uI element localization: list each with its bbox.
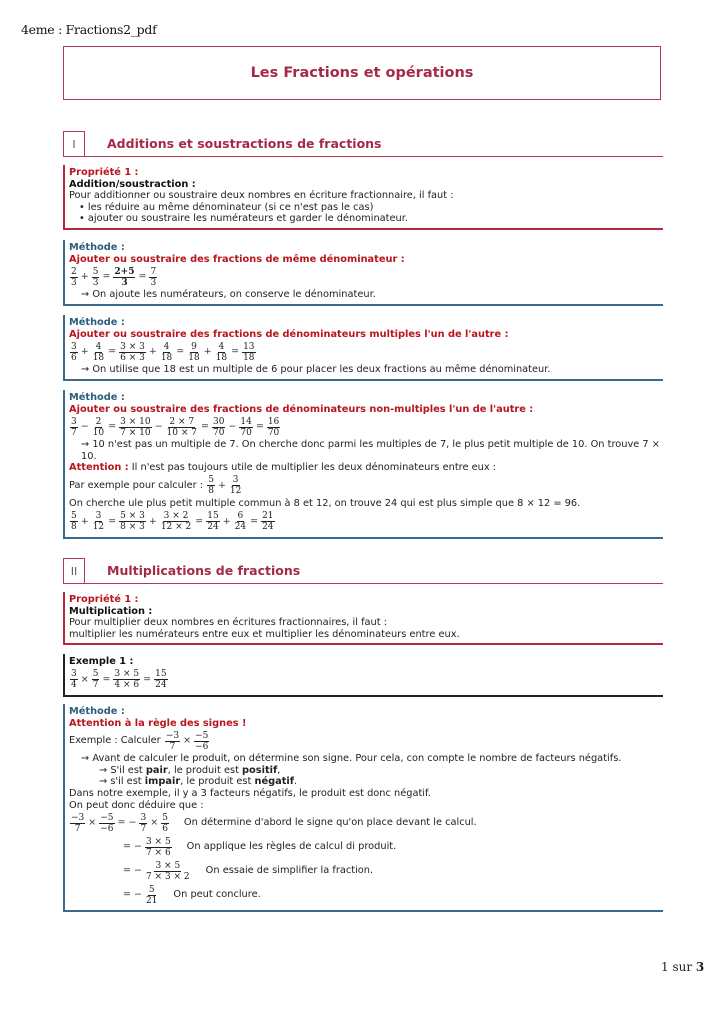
math-operator: = (250, 515, 259, 527)
title-box (63, 46, 661, 100)
math-operator: + (80, 271, 89, 283)
method-title: Ajouter ou soustraire des fractions de dénominateurs non-multiples l'un de l'autre : (69, 403, 534, 415)
fraction: $\frac{5}{21}$ (145, 884, 158, 906)
fraction: $\frac{4}{18}$ (215, 341, 228, 363)
fraction: $\frac{15}{24}$ (207, 511, 219, 533)
search-text: On cherche ule plus petit multiple commun à 8 et 12, on trouve 24 qui est plus simple que 8 × 12 = 96. (69, 497, 581, 509)
section-title: Additions et soustractions de fractions (107, 136, 382, 151)
method-box-same-denominator (63, 240, 663, 306)
math-operator: − (154, 421, 163, 433)
math-operator: + (222, 515, 231, 527)
fraction: $\frac{3}{4}$ (71, 669, 77, 691)
section-header-1 (63, 131, 663, 157)
section-number: II (63, 558, 85, 584)
equation (69, 340, 663, 364)
equation (69, 510, 663, 534)
fraction: $\frac{-3}{7}$ (71, 812, 85, 834)
method-label: Méthode : (69, 242, 125, 253)
fraction: $\frac{9}{18}$ (188, 341, 200, 363)
fraction: $\frac{3}{6}$ (71, 341, 77, 363)
equation (69, 668, 663, 692)
fraction: $\frac{16}{70}$ (267, 416, 280, 438)
math-operator: = − (123, 841, 142, 853)
method-note: → On ajoute les numérateurs, on conserve le dénominateur. (81, 289, 376, 301)
method-note: → On utilise que 18 est un multiple de 6 pour placer les deux fractions au même dénominateur. (81, 364, 551, 376)
math-operator: = (108, 346, 117, 358)
fraction: $\frac{3}{7}$ (140, 812, 147, 834)
fraction: $\frac{5}{6}$ (162, 812, 168, 834)
property-intro: Pour additionner ou soustraire deux nombres en écriture fractionnaire, il faut : (69, 190, 454, 202)
property-line: multiplier les numérateurs entre eux et multiplier les dénominateurs entre eux. (69, 628, 460, 640)
math-operator: = (201, 421, 209, 433)
math-operator: = (231, 346, 240, 358)
method-note: → 10 n'est pas un multiple de 7. On cherche donc parmi les multiples de 7, le plus petit multiple de 10. On trouve 7 × 10. (81, 439, 660, 462)
method-box-sign-rule (63, 704, 663, 912)
fraction: $\frac{4}{18}$ (160, 341, 173, 363)
fraction: $\frac{3}{12}$ (229, 475, 242, 497)
fraction: $\frac{5}{3}$ (92, 266, 99, 288)
fraction: $\frac{6}{24}$ (234, 511, 247, 533)
method-box-non-multiple-denominators (63, 390, 663, 539)
rule-pair: → S'il est pair, le produit est positif, (99, 764, 281, 776)
math-operator: = (102, 271, 111, 283)
fraction: $\frac{3 \times 5}{7 \times 6}$ (145, 836, 171, 858)
fraction: $\frac{-3}{7}$ (165, 730, 180, 752)
fraction: $\frac{3}{12}$ (92, 511, 105, 533)
math-operator: − (80, 421, 89, 433)
section-title: Multiplications de fractions (107, 563, 301, 578)
fraction: $\frac{2}{3}$ (71, 266, 77, 288)
math-operator: × (80, 673, 89, 685)
math-operator: × (88, 817, 97, 829)
property-label: Propriété 1 : (69, 594, 139, 605)
fraction: $\frac{2}{10}$ (92, 416, 105, 438)
equation (69, 265, 663, 289)
math-operator: = − (123, 889, 142, 901)
math-operator: × (183, 735, 192, 747)
bullet-item: • ajouter ou soustraire les numérateurs et garder le dénominateur. (79, 213, 408, 225)
example-label: Exemple 1 : (69, 656, 134, 667)
math-operator: + (80, 515, 89, 527)
rule-impair: → s'il est impair, le produit est négatif. (99, 776, 298, 788)
property-label: Propriété 1 : (69, 167, 139, 178)
math-operator: = (138, 271, 147, 283)
example-box (63, 654, 663, 697)
page-title: Les Fractions et opérations (250, 65, 474, 81)
derivation-step: = − $\frac{3 \times 5}{7 \times 6}$ On applique les règles de calcul di produit. (123, 836, 397, 858)
fraction: $\frac{30}{70}$ (212, 416, 225, 438)
math-operator: = (102, 673, 111, 685)
fraction: $\frac{5 \times 3}{8 \times 3}$ (120, 511, 145, 533)
derivation-step: = − $\frac{5}{21}$ On peut conclure. (123, 884, 261, 906)
method-title: Ajouter ou soustraire des fractions de dénominateurs multiples l'un de l'autre : (69, 328, 509, 340)
fraction: $\frac{3 \times 3}{6 \times 3}$ (120, 341, 145, 363)
math-operator: + (217, 480, 226, 492)
math-operator: = (255, 421, 264, 433)
document-header: 4eme : Fractions2_pdf (21, 22, 157, 37)
fraction: $\frac{-5}{-6}$ (100, 812, 114, 834)
math-operator: + (203, 346, 212, 358)
fraction: $\frac{15}{24}$ (155, 669, 167, 691)
fraction: $\frac{21}{24}$ (262, 511, 274, 533)
method-label: Méthode : (69, 317, 125, 328)
property-subtitle: Addition/soustraction : (69, 178, 196, 190)
math-operator: = (176, 346, 185, 358)
math-operator: + (80, 346, 89, 358)
math-operator: = (195, 515, 204, 527)
math-operator: = − (123, 865, 142, 877)
property-line: Pour multiplier deux nombres en écritures fractionnaires, il faut : (69, 617, 388, 629)
fraction: $\frac{3}{7}$ (71, 416, 77, 438)
method-title: Ajouter ou soustraire des fractions de même dénominateur : (69, 253, 405, 265)
derivation-step: = − $\frac{3 \times 5}{7 \times 3 \times 2}$ On essaie de simplifier la fraction. (123, 860, 374, 882)
math-operator: = (108, 421, 117, 433)
property-box-multiplication (63, 592, 663, 645)
fraction: $\frac{2 \times 7}{10 \times 7}$ (166, 416, 197, 438)
bullet-item: • les réduire au même dénominateur (si ce n'est pas le cas) (79, 201, 374, 213)
sign-conclusion: Dans notre exemple, il y a 3 facteurs négatifs, le produit est donc négatif. (69, 787, 431, 799)
math-operator: = − (117, 817, 137, 829)
section-header-2 (63, 558, 663, 584)
fraction: $\frac{-5}{-6}$ (195, 730, 209, 752)
fraction: $\frac{3 \times 5}{7 \times 3 \times 2}$ (145, 860, 190, 882)
example-line: Exemple : Calculer $\frac{-3}{7}$ × $\frac{-5}{-6}$ (69, 730, 209, 752)
fraction: $\frac{3 \times 10}{7 \times 10}$ (120, 416, 151, 438)
attention-line: Attention : Il n'est pas toujours utile de multiplier les deux dénominateurs entre eux : (69, 462, 497, 474)
fraction: $\frac{3 \times 5}{4 \times 6}$ (114, 669, 140, 691)
math-operator: = (143, 673, 152, 685)
property-box-addition (63, 165, 663, 230)
page-number: 1 sur 3 (661, 960, 705, 974)
derivation-step: $\frac{-3}{7}$ × $\frac{-5}{-6}$ = − $\frac{3}{7}$ × $\frac{5}{6}$ On détermine d'abord le signe qu'on place devant le calcul. (71, 812, 477, 834)
fraction: $\frac{5}{8}$ (71, 511, 77, 533)
fraction: $\frac{5}{7}$ (92, 669, 99, 691)
fraction: $\frac{2+5}{3}$ (114, 266, 135, 288)
equation (69, 415, 663, 439)
math-operator: × (150, 817, 159, 829)
deduce-line: On peut donc déduire que : (69, 799, 204, 811)
math-operator: + (148, 515, 157, 527)
method-title: Attention à la règle des signes ! (69, 717, 247, 729)
fraction: $\frac{3 \times 2}{12 \times 2}$ (160, 511, 192, 533)
fraction: $\frac{5}{8}$ (208, 475, 214, 497)
method-label: Méthode : (69, 392, 125, 403)
math-operator: = (108, 515, 117, 527)
example-line: Par exemple pour calculer : $\frac{5}{8}$ + $\frac{3}{12}$ (69, 475, 242, 497)
section-number: I (63, 131, 85, 157)
math-operator: + (148, 346, 157, 358)
math-operator: − (228, 421, 237, 433)
method-box-multiple-denominators (63, 315, 663, 381)
fraction: $\frac{7}{3}$ (150, 266, 157, 288)
method-label: Méthode : (69, 706, 125, 717)
sign-explanation: → Avant de calculer le produit, on détermine son signe. Pour cela, con compte le nombre de facteurs négatifs. (81, 753, 622, 765)
fraction: $\frac{14}{70}$ (240, 416, 252, 438)
fraction: $\frac{13}{18}$ (243, 341, 255, 363)
property-subtitle: Multiplication : (69, 605, 153, 617)
fraction: $\frac{4}{18}$ (92, 341, 105, 363)
